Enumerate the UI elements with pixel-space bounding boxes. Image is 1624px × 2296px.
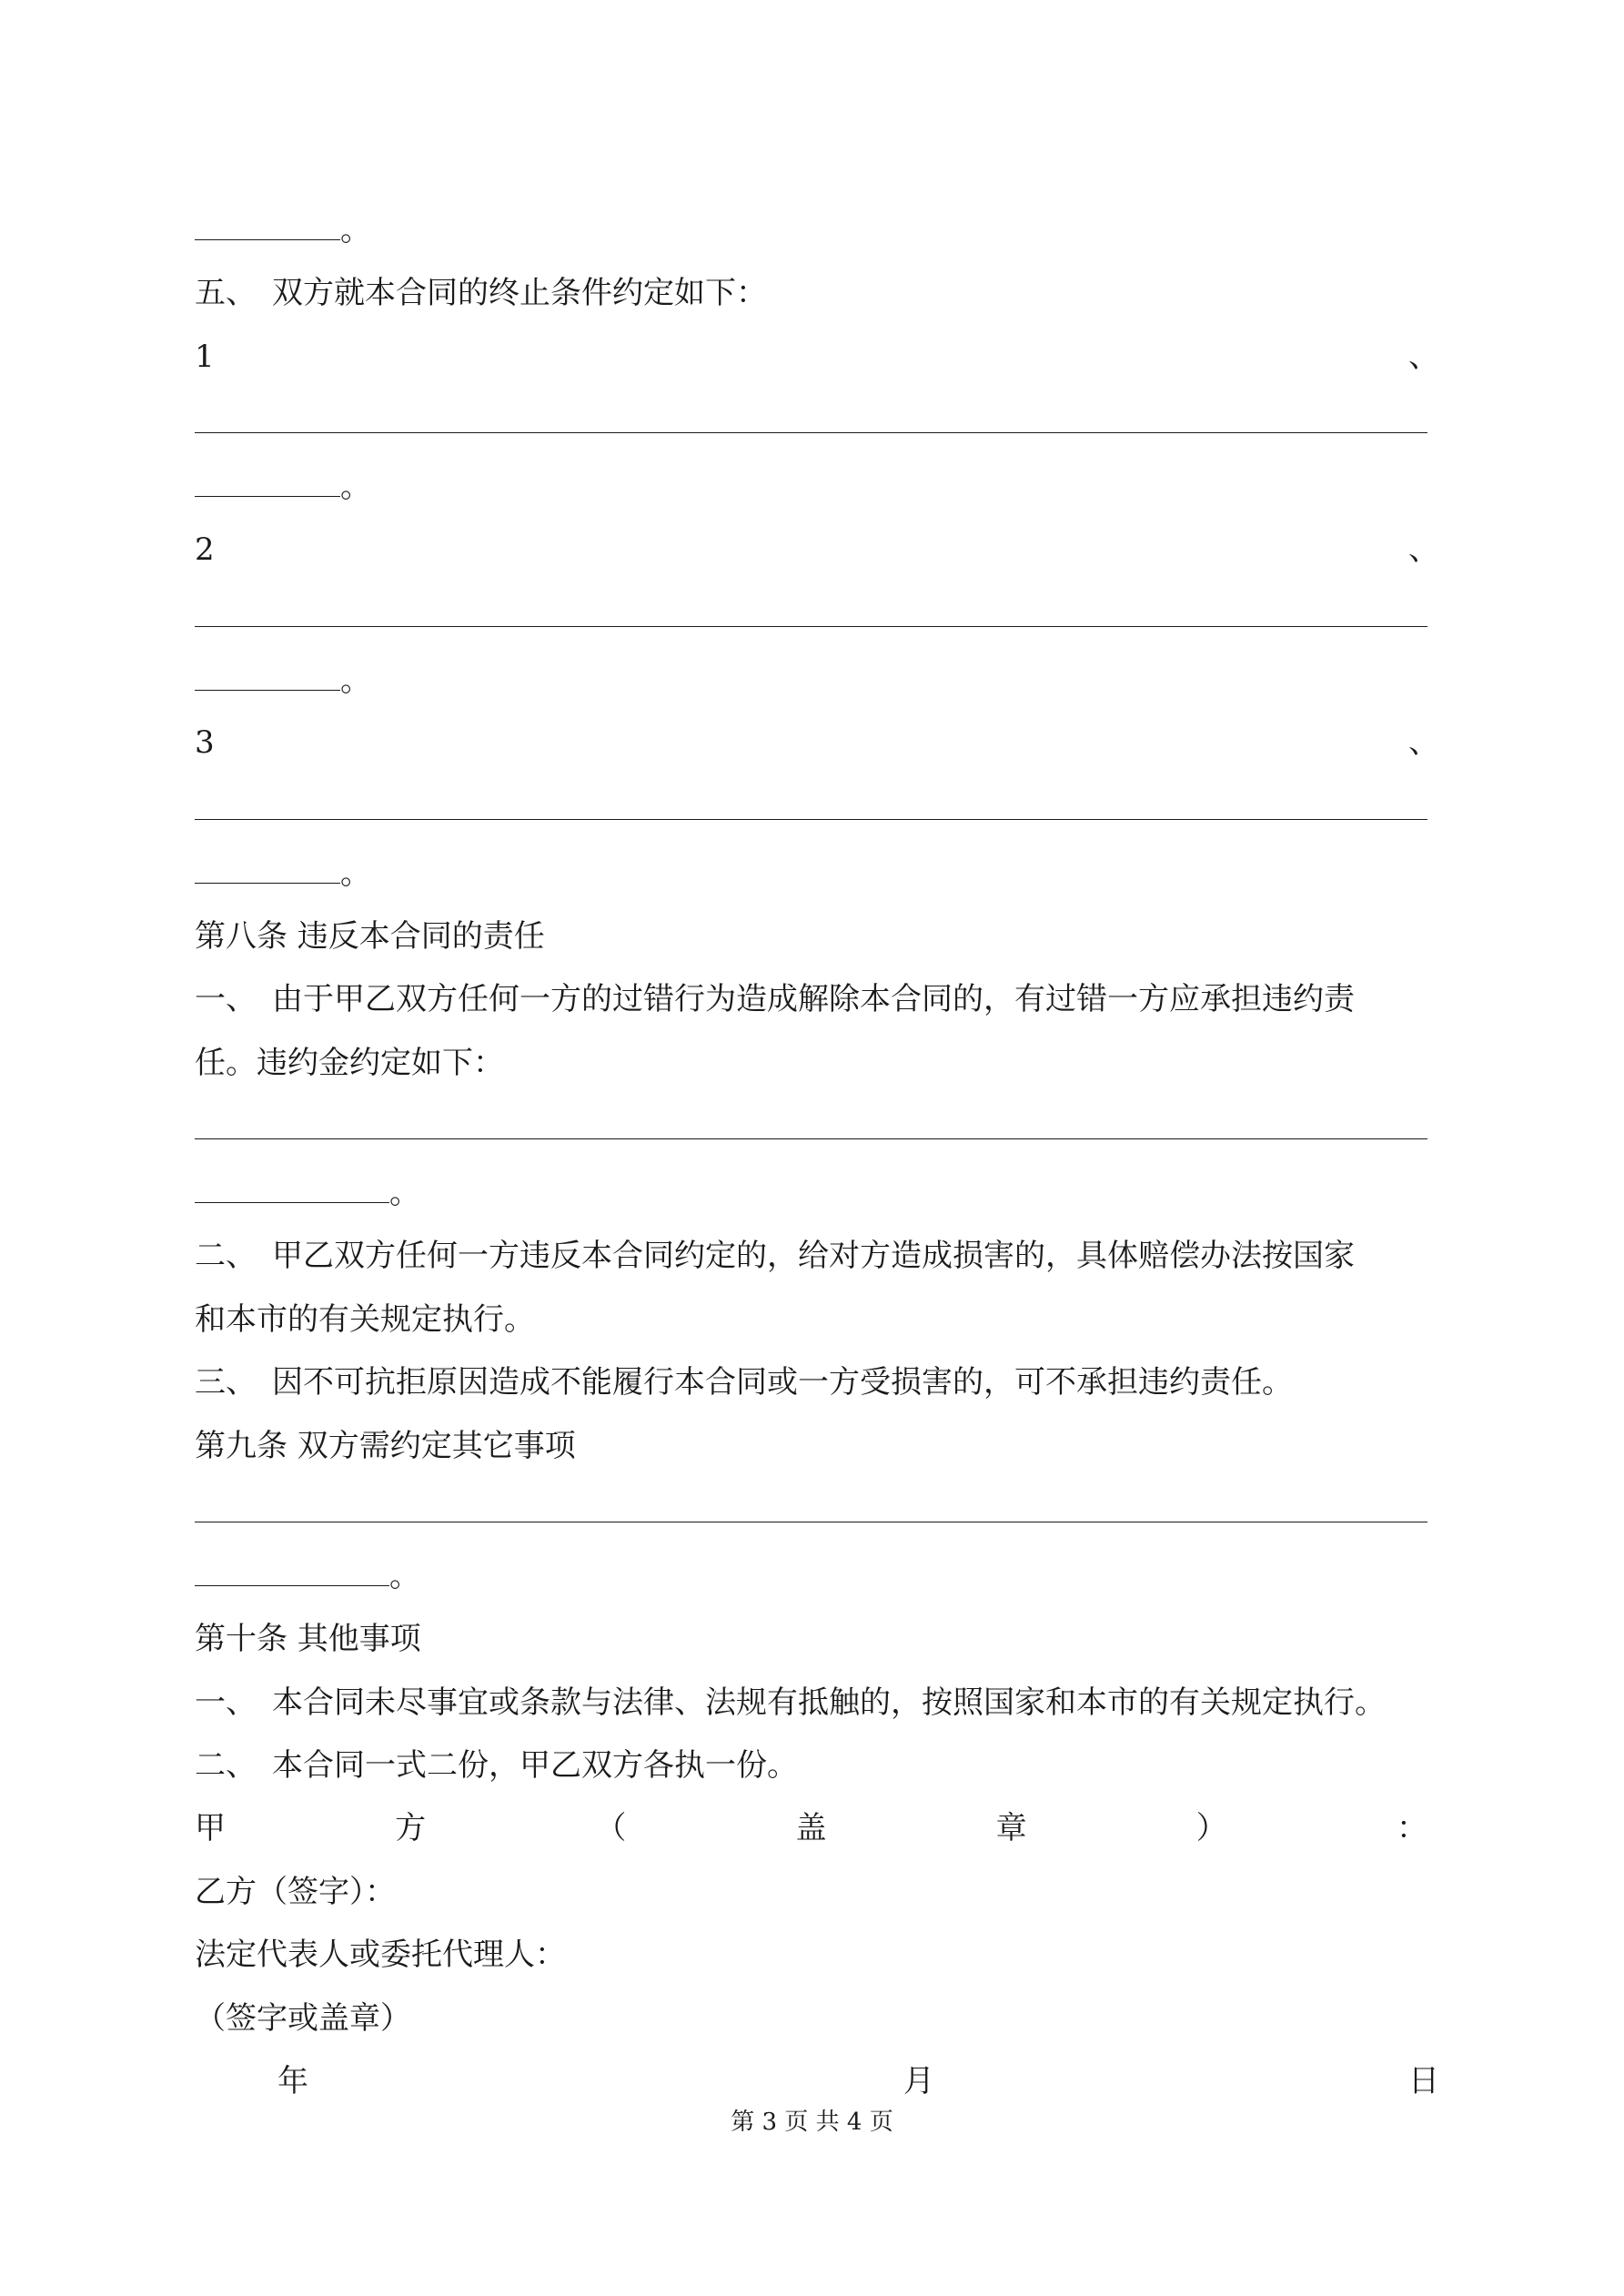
fill-blank	[195, 1558, 389, 1586]
item-2-mark: 、	[1408, 531, 1439, 568]
continuation-line: 。	[195, 210, 1427, 250]
item-1-number: 1	[195, 339, 215, 375]
fill-blank	[195, 855, 340, 884]
item-1-end-line: 。	[195, 467, 1427, 507]
fill-rule	[195, 432, 1427, 433]
article-9-end: 。	[195, 1556, 1427, 1596]
date-year: 年	[277, 2063, 308, 2099]
item-2-number: 2	[195, 531, 215, 568]
article-8-clause-1-end: 。	[195, 1173, 1427, 1213]
article-10-clause-2: 二、 本合同一式二份，甲乙双方各执一份。	[195, 1747, 798, 1784]
article-8-clause-2-line-2: 和本市的有关规定执行。	[195, 1301, 535, 1338]
article-8-clause-1-line-2: 任。违约金约定如下：	[195, 1045, 504, 1081]
page-number-footer: 第 3 页 共 4 页	[731, 2109, 893, 2136]
party-b-signature-line: 乙方（签字）：	[195, 1874, 396, 1910]
fill-rule	[195, 819, 1427, 820]
section-5-title: 五、 双方就本合同的终止条件约定如下：	[195, 275, 767, 311]
party-a-seal-line: 甲 方 （ 盖 章 ） ：	[195, 1810, 1427, 1846]
item-2-end-line: 。	[195, 661, 1427, 701]
article-10-clause-1: 一、 本合同未尽事宜或条款与法律、法规有抵触的，按照国家和本市的有关规定执行。	[195, 1684, 1386, 1721]
article-8-clause-3: 三、 因不可抗拒原因造成不能履行本合同或一方受损害的，可不承担违约责任。	[195, 1364, 1293, 1401]
item-1-mark: 、	[1408, 339, 1439, 375]
fill-blank	[195, 212, 340, 240]
item-3-mark: 、	[1408, 724, 1439, 761]
date-month: 月	[903, 2063, 934, 2099]
item-3-end-line: 。	[195, 854, 1427, 894]
article-8-clause-2-line-1: 二、 甲乙双方任何一方违反本合同约定的，给对方造成损害的，具体赔偿办法按国家	[195, 1238, 1355, 1274]
article-10-title: 第十条 其他事项	[195, 1621, 421, 1657]
item-3-number: 3	[195, 724, 215, 761]
article-8-clause-1-line-1: 一、 由于甲乙双方任何一方的过错行为造成解除本合同的，有过错一方应承担违约责	[195, 981, 1355, 1017]
fill-blank	[195, 1175, 389, 1203]
article-9-title: 第九条 双方需约定其它事项	[195, 1428, 576, 1464]
fill-blank	[195, 663, 340, 691]
fill-rule	[195, 626, 1427, 627]
article-8-title: 第八条 违反本合同的责任	[195, 918, 545, 955]
date-day: 日	[1408, 2063, 1439, 2099]
fill-rule	[195, 1138, 1427, 1139]
fill-blank	[195, 469, 340, 497]
representative-line: 法定代表人或委托代理人：	[195, 1937, 566, 1973]
signature-or-seal-line: （签字或盖章）	[195, 2000, 411, 2037]
